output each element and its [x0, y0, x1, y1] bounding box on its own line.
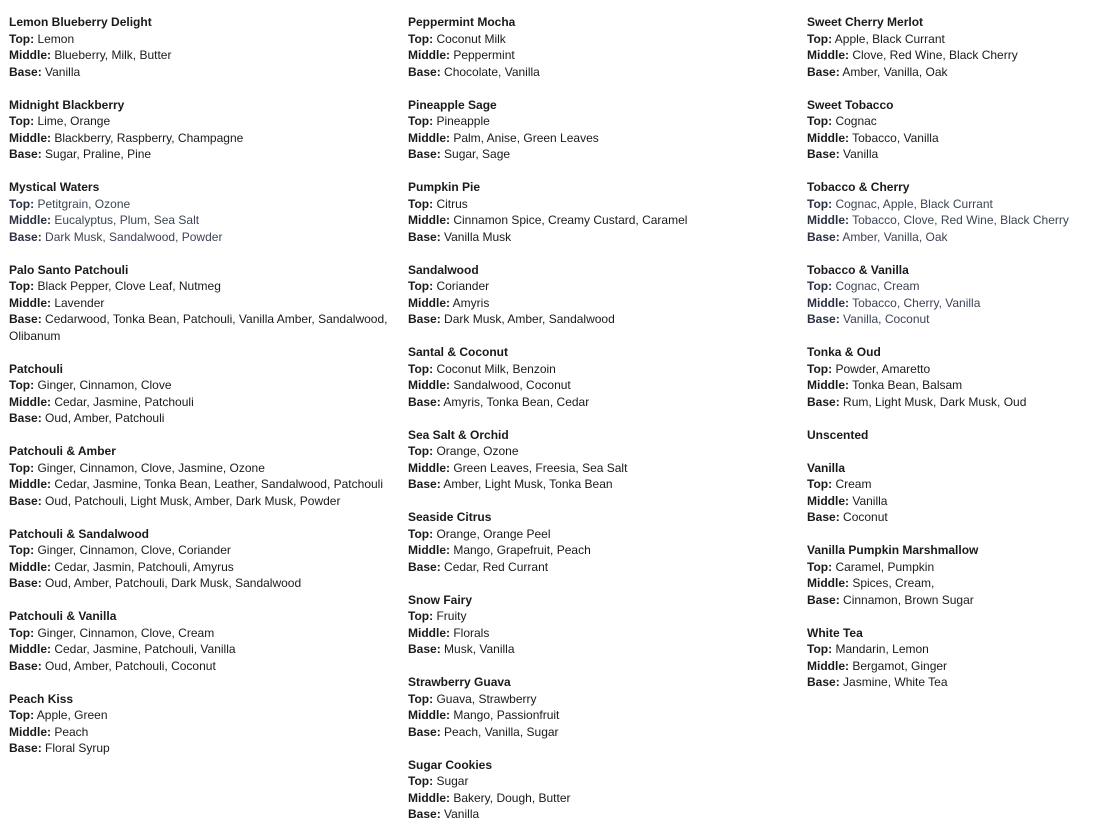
scent-name: Patchouli & Vanilla — [9, 609, 117, 623]
top-notes: Top: Coriander — [408, 279, 490, 293]
middle-notes: Middle: Peppermint — [408, 48, 515, 62]
middle-notes: Middle: Mango, Grapefruit, Peach — [408, 543, 591, 557]
middle-notes: Middle: Sandalwood, Coconut — [408, 378, 571, 392]
top-notes: Top: Powder, Amaretto — [807, 361, 931, 376]
column-1 — [9, 14, 389, 773]
top-notes: Top: Cognac, Apple, Black Currant — [807, 196, 993, 211]
scent-entry — [408, 344, 793, 410]
middle-notes: Middle: Florals — [408, 625, 490, 640]
scent-name: Pineapple Sage — [408, 97, 497, 112]
middle-notes: Middle: Bakery, Dough, Butter — [408, 790, 571, 805]
scent-name: Peppermint Mocha — [408, 15, 516, 29]
scent-entry — [9, 526, 389, 592]
scent-entry — [807, 179, 1107, 245]
scent-entry — [9, 608, 389, 674]
middle-notes: Middle: Cedar, Jasmine, Patchouli — [9, 394, 194, 409]
scent-entry — [408, 262, 793, 328]
scent-entry — [807, 262, 1107, 328]
middle-notes: Middle: Cedar, Jasmine, Patchouli, Vanilla — [9, 642, 236, 656]
base-notes: Base: Vanilla, Coconut — [807, 312, 930, 326]
top-notes: Top: Caramel, Pumpkin — [807, 559, 935, 574]
middle-notes: Middle: Tobacco, Clove, Red Wine, Black Cherry — [807, 213, 1069, 227]
middle-notes: Middle: Cedar, Jasmine, Tonka Bean, Leather, Sandalwood, Patchouli — [9, 477, 383, 491]
scent-entry — [807, 14, 1107, 80]
scent-entry — [807, 625, 1107, 691]
scent-name: Sweet Cherry Merlot — [807, 15, 924, 29]
scent-name: Midnight Blackberry — [9, 97, 125, 112]
top-notes: Top: Pineapple — [408, 114, 490, 128]
middle-notes: Middle: Mango, Passionfruit — [408, 708, 560, 722]
top-notes: Top: Mandarin, Lemon — [807, 642, 929, 656]
scent-entry — [9, 14, 389, 80]
top-notes: Top: Sugar — [408, 774, 469, 788]
scent-entry — [408, 14, 793, 80]
base-notes: Base: Cinnamon, Brown Sugar — [807, 592, 974, 607]
scent-name: Unscented — [807, 427, 869, 442]
scent-notes-document — [9, 14, 1109, 830]
top-notes: Top: Ginger, Cinnamon, Clove, Cream — [9, 625, 215, 640]
base-notes: Base: Coconut — [807, 510, 888, 524]
middle-notes: Middle: Bergamot, Ginger — [807, 658, 948, 673]
scent-name: Vanilla Pumpkin Marshmallow — [807, 543, 979, 557]
top-notes: Top: Coconut Milk — [408, 31, 506, 46]
scent-entry — [408, 179, 793, 245]
scent-entry — [408, 592, 793, 658]
top-notes: Top: Apple, Black Currant — [807, 31, 945, 46]
scent-entry — [9, 97, 389, 163]
scent-entry — [408, 757, 793, 823]
top-notes: Top: Lime, Orange — [9, 114, 111, 128]
base-notes: Base: Musk, Vanilla — [408, 642, 515, 656]
scent-entry — [807, 542, 1107, 608]
middle-notes: Middle: Vanilla — [807, 493, 888, 508]
top-notes: Top: Coconut Milk, Benzoin — [408, 361, 556, 376]
scent-name: Vanilla — [807, 460, 846, 475]
base-notes: Base: Chocolate, Vanilla — [408, 64, 540, 79]
top-notes: Top: Orange, Ozone — [408, 444, 519, 458]
base-notes: Base: Floral Syrup — [9, 741, 110, 755]
base-notes: Base: Rum, Light Musk, Dark Musk, Oud — [807, 394, 1027, 409]
scent-entry — [408, 97, 793, 163]
scent-name: Sugar Cookies — [408, 757, 493, 772]
middle-notes: Middle: Palm, Anise, Green Leaves — [408, 130, 599, 145]
scent-name: Santal & Coconut — [408, 345, 509, 359]
top-notes: Top: Apple, Green — [9, 708, 108, 722]
base-notes: Base: Cedarwood, Tonka Bean, Patchouli, Vanilla Amber, Sandalwood, Olibanum — [9, 312, 388, 343]
top-notes: Top: Orange, Orange Peel — [408, 526, 551, 541]
middle-notes: Middle: Peach — [9, 724, 89, 739]
scent-entry — [9, 179, 389, 245]
scent-entry — [408, 427, 793, 493]
base-notes: Base: Oud, Amber, Patchouli, Coconut — [9, 658, 216, 673]
base-notes: Base: Dark Musk, Amber, Sandalwood — [408, 312, 615, 326]
top-notes: Top: Ginger, Cinnamon, Clove, Jasmine, Ozone — [9, 460, 265, 475]
scent-name: Sweet Tobacco — [807, 97, 894, 112]
base-notes: Base: Oud, Amber, Patchouli, Dark Musk, Sandalwood — [9, 576, 302, 590]
top-notes: Top: Ginger, Cinnamon, Clove — [9, 378, 172, 392]
base-notes: Base: Vanilla — [408, 807, 480, 821]
top-notes: Top: Cognac, Cream — [807, 279, 920, 293]
scent-entry — [807, 427, 1107, 444]
top-notes: Top: Cream — [807, 477, 872, 491]
scent-name: Tonka & Oud — [807, 345, 881, 359]
scent-entry — [9, 691, 389, 757]
base-notes: Base: Sugar, Praline, Pine — [9, 147, 152, 161]
base-notes: Base: Oud, Amber, Patchouli — [9, 411, 165, 425]
middle-notes: Middle: Spices, Cream, — [807, 576, 935, 590]
base-notes: Base: Cedar, Red Currant — [408, 559, 549, 574]
top-notes: Top: Black Pepper, Clove Leaf, Nutmeg — [9, 279, 221, 293]
scent-name: Palo Santo Patchouli — [9, 262, 129, 277]
scent-name: Peach Kiss — [9, 691, 74, 706]
middle-notes: Middle: Cinnamon Spice, Creamy Custard, Caramel — [408, 213, 688, 227]
base-notes: Base: Vanilla Musk — [408, 229, 512, 244]
scent-name: Mystical Waters — [9, 180, 100, 194]
top-notes: Top: Lemon — [9, 31, 75, 46]
middle-notes: Middle: Blackberry, Raspberry, Champagne — [9, 130, 244, 145]
base-notes: Base: Amber, Light Musk, Tonka Bean — [408, 477, 613, 491]
scent-entry — [9, 262, 389, 345]
scent-name: White Tea — [807, 625, 863, 640]
scent-name: Seaside Citrus — [408, 510, 492, 524]
scent-entry — [807, 344, 1107, 410]
scent-name: Tobacco & Vanilla — [807, 262, 909, 277]
middle-notes: Middle: Clove, Red Wine, Black Cherry — [807, 48, 1018, 62]
scent-entry — [9, 443, 389, 509]
top-notes: Top: Citrus — [408, 196, 468, 211]
scent-entry — [408, 509, 793, 575]
base-notes: Base: Jasmine, White Tea — [807, 675, 948, 689]
top-notes: Top: Ginger, Cinnamon, Clove, Coriander — [9, 543, 231, 557]
scent-name: Pumpkin Pie — [408, 180, 481, 194]
scent-name: Snow Fairy — [408, 592, 473, 607]
base-notes: Base: Dark Musk, Sandalwood, Powder — [9, 229, 223, 244]
middle-notes: Middle: Amyris — [408, 295, 490, 310]
scent-entry — [807, 97, 1107, 163]
top-notes: Top: Guava, Strawberry — [408, 691, 537, 706]
scent-entry — [408, 674, 793, 740]
scent-name: Lemon Blueberry Delight — [9, 15, 152, 29]
column-3 — [807, 14, 1107, 707]
middle-notes: Middle: Green Leaves, Freesia, Sea Salt — [408, 460, 628, 475]
scent-name: Patchouli — [9, 361, 64, 376]
scent-name: Sandalwood — [408, 262, 479, 277]
base-notes: Base: Oud, Patchouli, Light Musk, Amber, Dark Musk, Powder — [9, 493, 341, 508]
scent-entry — [807, 460, 1107, 526]
column-2 — [408, 14, 793, 839]
top-notes: Top: Cognac — [807, 114, 877, 128]
middle-notes: Middle: Tobacco, Cherry, Vanilla — [807, 295, 981, 310]
scent-name: Sea Salt & Orchid — [408, 427, 509, 442]
base-notes: Base: Peach, Vanilla, Sugar — [408, 724, 559, 739]
base-notes: Base: Amyris, Tonka Bean, Cedar — [408, 394, 590, 409]
scent-name: Strawberry Guava — [408, 675, 511, 689]
middle-notes: Middle: Blueberry, Milk, Butter — [9, 48, 172, 62]
base-notes: Base: Amber, Vanilla, Oak — [807, 229, 948, 244]
middle-notes: Middle: Lavender — [9, 295, 105, 310]
scent-name: Patchouli & Sandalwood — [9, 526, 150, 541]
scent-entry — [9, 361, 389, 427]
scent-name: Patchouli & Amber — [9, 444, 116, 458]
middle-notes: Middle: Cedar, Jasmin, Patchouli, Amyrus — [9, 559, 234, 574]
base-notes: Base: Sugar, Sage — [408, 147, 511, 161]
base-notes: Base: Vanilla — [9, 64, 81, 79]
base-notes: Base: Vanilla — [807, 147, 879, 161]
middle-notes: Middle: Eucalyptus, Plum, Sea Salt — [9, 213, 200, 227]
base-notes: Base: Amber, Vanilla, Oak — [807, 64, 948, 79]
middle-notes: Middle: Tonka Bean, Balsam — [807, 378, 963, 392]
top-notes: Top: Fruity — [408, 609, 467, 623]
middle-notes: Middle: Tobacco, Vanilla — [807, 130, 939, 145]
scent-name: Tobacco & Cherry — [807, 180, 910, 194]
top-notes: Top: Petitgrain, Ozone — [9, 196, 131, 211]
